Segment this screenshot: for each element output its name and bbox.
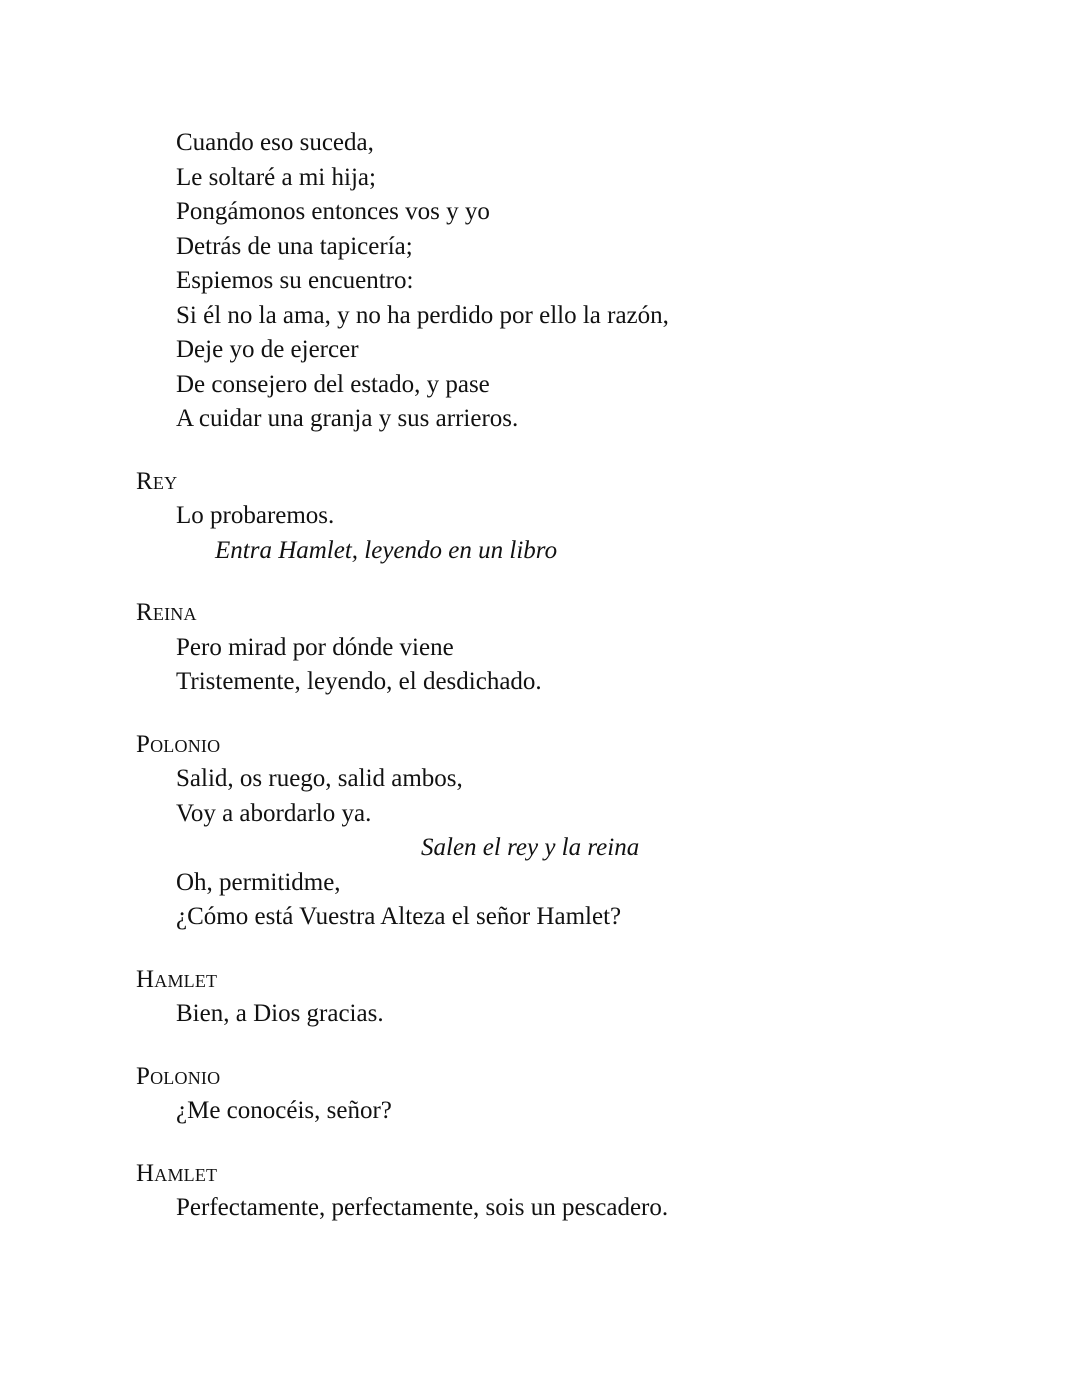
verse-line: Perfectamente, perfectamente, sois un pescadero. bbox=[176, 1194, 669, 1221]
speaker-name: Reina bbox=[136, 599, 197, 626]
verse-line: Oh, permitidme, bbox=[176, 868, 341, 896]
speaker-name: Polonio bbox=[136, 730, 221, 758]
speech-hamlet bbox=[0, 963, 1080, 1032]
verse-line: Le soltaré a mi hija; bbox=[176, 163, 376, 191]
verse-line: Lo probaremos. bbox=[176, 502, 335, 529]
speaker-name: Rey bbox=[136, 467, 178, 495]
stage-direction: Entra Hamlet, leyendo en un libro bbox=[215, 536, 558, 564]
speaker-name: Polonio bbox=[136, 1062, 221, 1090]
verse-line: Pero mirad por dónde viene bbox=[176, 633, 454, 661]
verse-line: Detrás de una tapicería; bbox=[176, 232, 413, 260]
speech-reina bbox=[0, 596, 1080, 700]
verse-line: De consejero del estado, y pase bbox=[176, 370, 490, 398]
verse-line: Salid, os ruego, salid ambos, bbox=[176, 765, 463, 792]
verse-line: ¿Cómo está Vuestra Alteza el señor Hamlet? bbox=[176, 903, 622, 930]
verse-line: Tristemente, leyendo, el desdichado. bbox=[176, 668, 542, 695]
script-page bbox=[0, 126, 1080, 1226]
verse-line: Deje yo de ejercer bbox=[176, 336, 359, 363]
speech-polonio bbox=[0, 728, 1080, 935]
verse-line: ¿Me conocéis, señor? bbox=[176, 1097, 392, 1124]
speech-rey bbox=[0, 465, 1080, 569]
verse-line: Bien, a Dios gracias. bbox=[176, 1000, 384, 1027]
verse-line: Pongámonos entonces vos y yo bbox=[176, 198, 490, 225]
stage-direction: Salen el rey y la reina bbox=[421, 834, 640, 861]
verse-line: Si él no la ama, y no ha perdido por ello la razón, bbox=[176, 301, 669, 329]
speech-polonio bbox=[0, 1060, 1080, 1129]
speaker-name: Hamlet bbox=[136, 1159, 218, 1187]
verse-line: A cuidar una granja y sus arrieros. bbox=[176, 405, 519, 432]
opening-speech bbox=[0, 126, 1080, 437]
verse-line: Voy a abordarlo ya. bbox=[176, 799, 372, 827]
speaker-name: Hamlet bbox=[136, 965, 218, 993]
verse-line: Cuando eso suceda, bbox=[176, 129, 374, 156]
verse-line: Espiemos su encuentro: bbox=[176, 267, 414, 294]
speech-hamlet bbox=[0, 1157, 1080, 1226]
